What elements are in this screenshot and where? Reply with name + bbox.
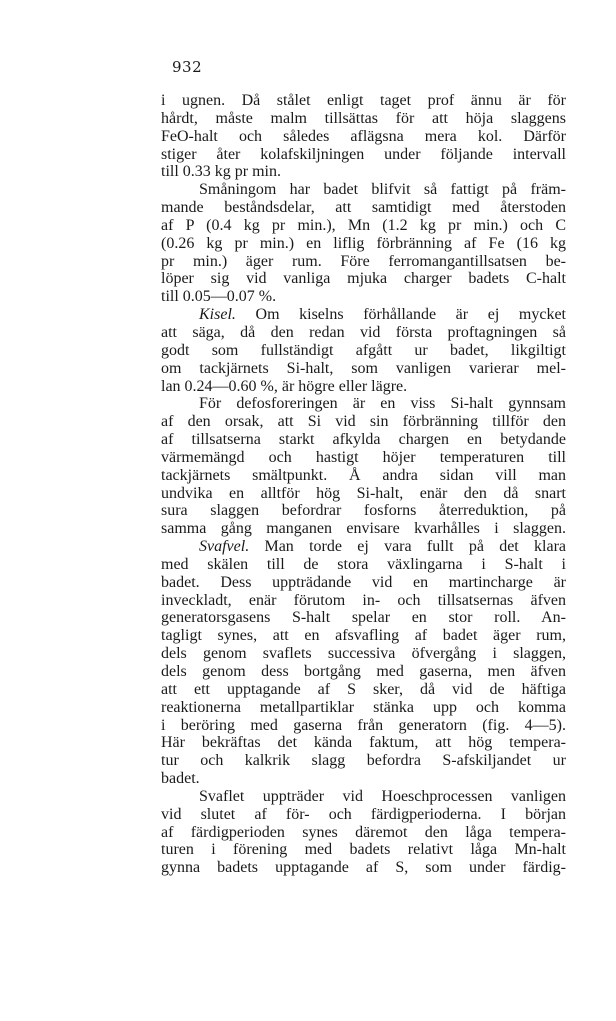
text-line: om tackjärnets Si-halt, som vanligen varierar mel- [161,359,566,377]
section-heading: Svafvel. [199,538,250,556]
section-heading: Kisel. [199,306,236,324]
page-number: 932 [172,58,203,76]
text-line: löper sig vid vanliga mjuka charger badets C-halt [161,270,566,288]
text-line: undvika en alltför hög Si-halt, enär den då snart [161,484,566,502]
text-line: godt som fullständigt afgått ur badet, likgiltigt [161,341,566,359]
text-line: af tillsatserna starkt afkylda chargen en betydande [161,431,566,449]
text-line: stiger åter kolafskiljningen under följande intervall [161,145,566,163]
text-line: (0.26 kg pr min.) en liflig förbränning af Fe (16 kg [161,234,566,252]
text-line: af den orsak, att Si vid sin förbränning tillför den [161,413,566,431]
text-line [161,306,566,324]
text-line: turen i förening med badets relativt låga Mn-halt [161,841,566,859]
text-line: FeO-halt och således aflägsna mera kol. Därför [161,127,566,145]
text-line: tagligt synes, att en afsvafling af badet äger rum, [161,627,566,645]
text-line: gynna badets upptagande af S, som under färdig- [161,859,566,877]
body-text [161,92,566,877]
text-line: af P (0.4 kg pr min.), Mn (1.2 kg pr min.) och C [161,216,566,234]
text-line: tur och kalkrik slagg befordra S-afskiljandet ur [161,752,566,770]
text-line: pr min.) äger rum. Före ferromangantillsatsen be- [161,252,566,270]
text-line: badet. Dess uppträdande vid en martincharge är [161,573,566,591]
text-line: att säga, då den redan vid första proftagningen så [161,323,566,341]
text-line: samma gång manganen envisare kvarhålles i slaggen. [161,520,566,538]
text-line: hårdt, måste malm tillsättas för att höja slaggens [161,109,566,127]
text-line: dels genom svaflets successiva öfvergång i slaggen, [161,645,566,663]
text-line: vid slutet af för- och färdigperioderna. I början [161,805,566,823]
text-line [161,538,566,556]
text-line: af färdigperioden synes däremot den låga tempera- [161,823,566,841]
text-line: att ett upptagande af S sker, då vid de häftiga [161,680,566,698]
text-line: inveckladt, enär förutom in- och tillsatsernas äfven [161,591,566,609]
text-line: med skälen till de stora växlingarna i S-halt i [161,555,566,573]
text-line: reaktionerna metallpartiklar stänka upp och komma [161,698,566,716]
text-line: i beröring med gaserna från generatorn (fig. 4—5). [161,716,566,734]
text-line: badet. [161,770,200,788]
text-line: generatorsgasens S-halt spelar en stor roll. An- [161,609,566,627]
text-line: värmemängd och hastigt höjer temperaturen till [161,448,566,466]
text-line: dels genom dess bortgång med gaserna, men äfven [161,663,566,680]
text-line: lan 0.24—0.60 %, är högre eller lägre. [161,377,408,395]
text-line: Svaflet uppträder vid Hoeschprocessen vanligen [199,787,566,805]
text-line: sura slaggen befordrar fosforns återreduktion, på [161,502,566,520]
text-line: i ugnen. Då stålet enligt taget prof ännu är för [161,92,566,109]
text-line: Här bekräftas det kända faktum, att hög tempera- [161,734,566,752]
text-line: mande beståndsdelar, att samtidigt med återstoden [161,199,566,217]
text-line: tackjärnets smältpunkt. Å andra sidan vill man [161,466,566,484]
text-line: Småningom har badet blifvit så fattigt på främ- [199,181,566,199]
text-line: För defosforeringen är en viss Si-halt gynnsam [199,395,566,413]
text-line-rest: Om kiselns förhållande är ej mycket [235,306,566,324]
text-line: till 0.05—0.07 %. [161,288,277,306]
text-line: till 0.33 kg pr min. [161,163,281,181]
text-line-rest: Man torde ej vara fullt på det klara [249,538,566,556]
